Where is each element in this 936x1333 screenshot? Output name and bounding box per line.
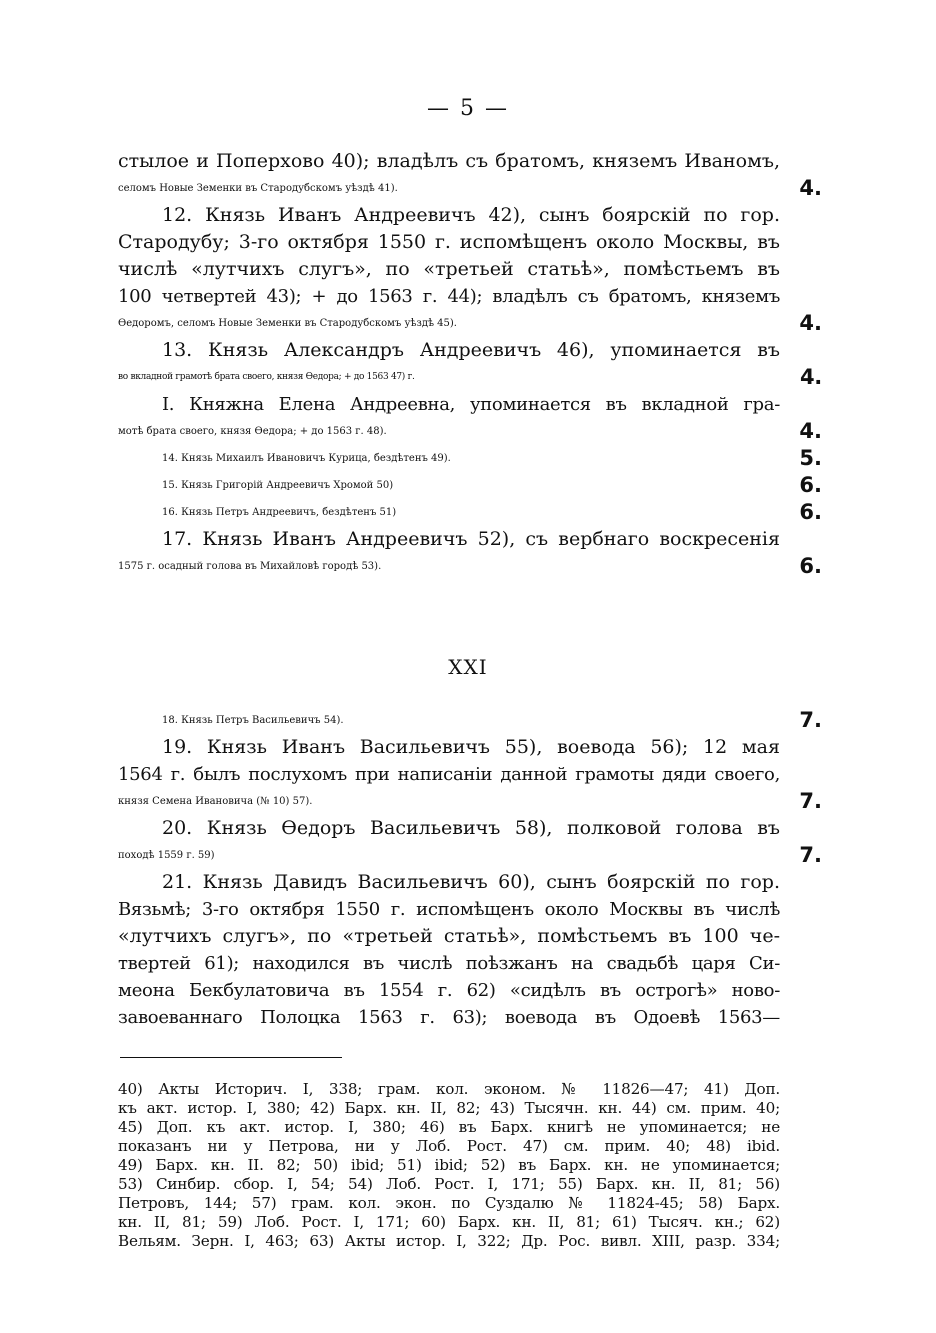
entry-heading: 19. Князь Иванъ Васильевичъ 55), воевода 56); 12 мая [162,736,780,758]
footnote-line: 53) Синбир. сбор. I, 54; 54) Лоб. Рост. I, 171; 55) Барх. кн. II, 81; 56) [118,1175,780,1193]
entry-heading: 13. Князь Александръ Андреевичъ 46), упоминается въ [162,339,780,361]
entry-heading: 18. Князь Петръ Васильевичъ 54). 7. [162,708,822,732]
entry-heading: 12. Князь Иванъ Андреевичъ 42), сынъ боярскій по гор. [162,204,780,226]
text-line: твертей 61); находился въ числѣ поѣзжанъ на свадьбѣ царя Си- [118,953,780,974]
text-line: селомъ Новые Земенки въ Стародубскомъ уѣздѣ 41). 4. [118,176,822,200]
text-line: 1575 г. осадный голова въ Михайловѣ городѣ 53). 6. [118,554,822,578]
text-line: Ѳедоромъ, селомъ Новые Земенки въ Стародубскомъ уѣздѣ 45). 4. [118,311,822,335]
footnote-line: кн. II, 81; 59) Лоб. Рост. I, 171; 60) Барх. кн. II, 81; 61) Тысяч. кн.; 62) [118,1213,780,1231]
text-line: 1564 г. былъ послухомъ при написаніи данной грамоты дяди своего, [118,764,780,785]
text-line: Стародубу; 3-го октября 1550 г. испомѣщенъ около Москвы, въ [118,231,780,253]
footnote-line: показанъ ни у Петрова, ни у Лоб. Рост. 47) см. прим. 40; 48) ibid. [118,1137,780,1155]
footnotes [118,1080,780,1251]
reference-number: 6. [799,500,822,524]
entry-heading: 15. Князь Григорій Андреевичъ Хромой 50) 6. [162,473,822,497]
reference-number: 4. [799,176,822,200]
reference-number: 6. [799,473,822,497]
text-line: во вкладной грамотѣ брата своего, князя Ѳедора; + до 1563 47) г. 4. [118,365,822,389]
footnote-line: 45) Доп. къ акт. истор. I, 380; 46) въ Барх. книгѣ не упоминается; не [118,1118,780,1136]
text-line: стылое и Поперхово 40); владѣлъ съ братомъ, княземъ Иваномъ, [118,150,780,172]
text-line: числѣ «лутчихъ слугъ», по «третьей статьѣ», помѣстьемъ въ [118,258,780,280]
text-line: князя Семена Ивановича (№ 10) 57). 7. [118,789,822,813]
reference-number: 7. [799,789,822,813]
text-line: 100 четвертей 43); + до 1563 г. 44); владѣлъ съ братомъ, княземъ [118,286,780,307]
text-line: мотѣ брата своего, князя Ѳедора; + до 1563 г. 48). 4. [118,419,822,443]
text-line: завоеваннаго Полоцка 1563 г. 63); воевода въ Одоевѣ 1563— [118,1007,780,1028]
reference-number: 4. [800,365,822,389]
footnote-line: къ акт. истор. I, 380; 42) Барх. кн. II, 82; 43) Тысячн. кн. 44) см. прим. 40; [118,1099,780,1117]
entry-heading: I. Княжна Елена Андреевна, упоминается въ вкладной гра- [162,394,780,415]
entry-heading: 20. Князь Ѳедоръ Васильевичъ 58), полковой голова въ [162,817,780,839]
reference-number: 4. [799,311,822,335]
text-line: Вязьмѣ; 3-го октября 1550 г. испомѣщенъ около Москвы въ числѣ [118,899,780,920]
text-line: «лутчихъ слугъ», по «третьей статьѣ», помѣстьемъ въ 100 че- [118,925,780,947]
footnote-line: Вельям. Зерн. I, 463; 63) Акты истор. I, 322; Др. Рос. вивл. XIII, разр. 334; [118,1232,780,1250]
reference-number: 7. [799,708,822,732]
entry-heading: 21. Князь Давидъ Васильевичъ 60), сынъ боярскій по гор. [162,871,780,893]
reference-number: 6. [799,554,822,578]
text-line: походѣ 1559 г. 59) 7. [118,843,822,867]
entry-heading: 16. Князь Петръ Андреевичъ, бездѣтенъ 51) 6. [162,500,822,524]
page-number: — 5 — [427,96,509,121]
footnote-line: 49) Барх. кн. II. 82; 50) ibid; 51) ibid; 52) въ Барх. кн. не упоминается; [118,1156,780,1174]
footnote-line: Петровъ, 144; 57) грам. кол. экон. по Суздалю № 11824-45; 58) Барх. [118,1194,780,1212]
section-heading: XXI [448,655,488,679]
footnote-line: 40) Акты Историч. I, 338; грам. кол. эконом. № 11826—47; 41) Доп. [118,1080,780,1098]
reference-number: 7. [799,843,822,867]
text-block-2 [118,707,822,1031]
footnote-divider [120,1057,342,1058]
entry-heading: 17. Князь Иванъ Андреевичъ 52), съ вербнаго воскресенія [162,528,780,550]
text-line: меона Бекбулатовича въ 1554 г. 62) «сидѣлъ въ острогѣ» ново- [118,980,780,1001]
text-block-1 [118,148,822,580]
entry-heading: 14. Князь Михаилъ Ивановичъ Курица, бездѣтенъ 49). 5. [162,446,822,470]
reference-number: 5. [799,446,822,470]
reference-number: 4. [799,419,822,443]
